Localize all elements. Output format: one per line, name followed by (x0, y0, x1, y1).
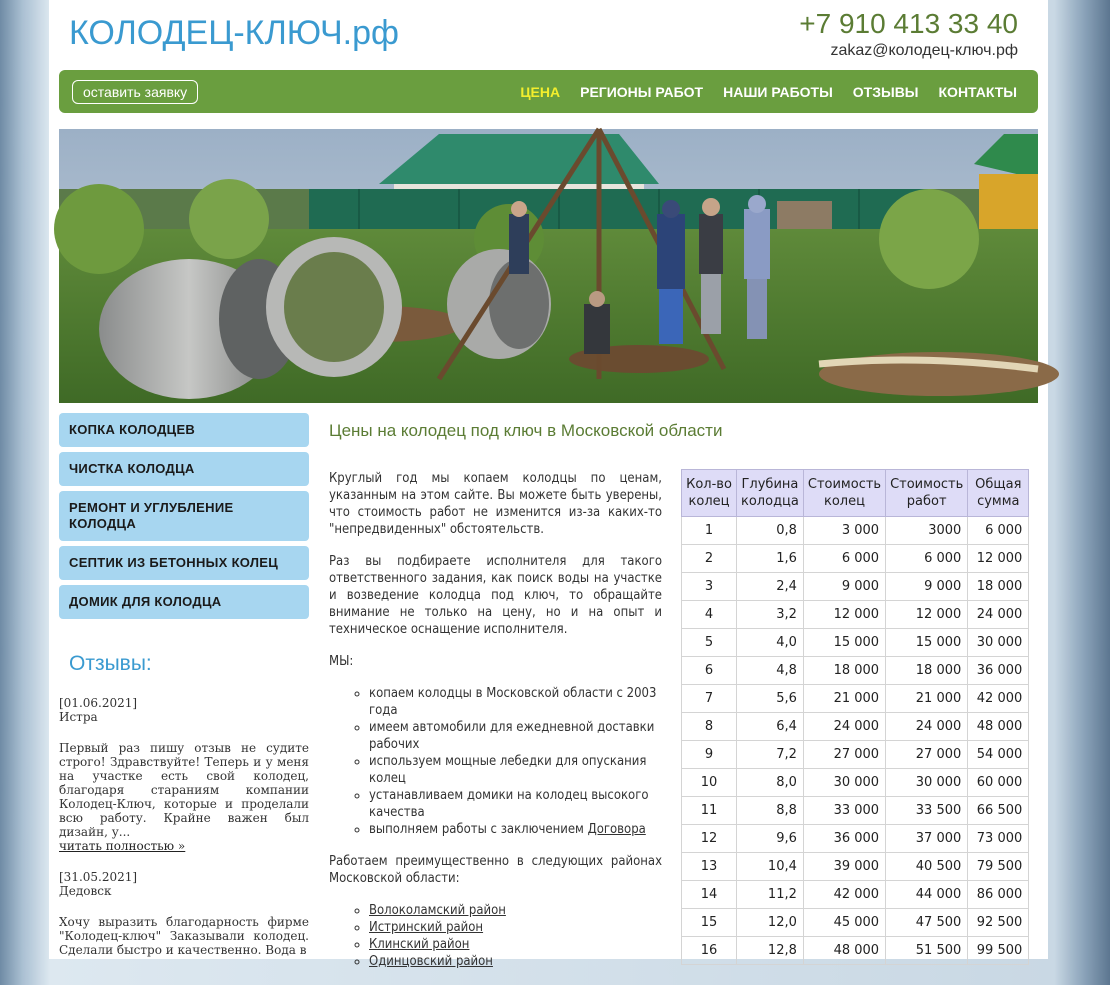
sidebar-item-septic[interactable]: СЕПТИК ИЗ БЕТОННЫХ КОЛЕЦ (59, 546, 309, 580)
region-link[interactable]: Клинский район (369, 937, 470, 952)
table-cell: 36 000 (968, 657, 1029, 685)
table-cell: 60 000 (968, 769, 1029, 797)
table-cell: 33 500 (886, 797, 968, 825)
table-cell: 1,6 (737, 545, 804, 573)
we-label: МЫ: (329, 654, 354, 669)
table-cell: 11,2 (737, 881, 804, 909)
table-cell: 54 000 (968, 741, 1029, 769)
list-item: ◦ устанавливаем домики на колодец высокого качества (369, 787, 662, 821)
table-cell: 9,6 (737, 825, 804, 853)
list-item: ◦ копаем колодцы в Московской области с 2003 года (369, 685, 662, 719)
table-cell: 45 000 (803, 909, 885, 937)
order-request-button[interactable]: оставить заявку (72, 80, 198, 104)
table-cell: 11 (682, 797, 737, 825)
region-link[interactable]: Одинцовский район (369, 954, 493, 969)
table-cell: 9 000 (886, 573, 968, 601)
table-cell: 12 000 (968, 545, 1029, 573)
table-row (682, 517, 1029, 545)
list-item (369, 821, 662, 838)
region-link[interactable]: Волоколамский район (369, 903, 506, 918)
table-row (682, 881, 1029, 909)
region-item (369, 953, 662, 970)
sidebar-item-well-digging[interactable]: КОПКА КОЛОДЦЕВ (59, 413, 309, 447)
table-cell: 4,8 (737, 657, 804, 685)
table-cell: 4 (682, 601, 737, 629)
table-cell: 12 000 (803, 601, 885, 629)
table-cell: 4,0 (737, 629, 804, 657)
table-cell: 3,2 (737, 601, 804, 629)
table-cell: 8 (682, 713, 737, 741)
table-cell: 66 500 (968, 797, 1029, 825)
table-cell: 14 (682, 881, 737, 909)
table-cell: 15 (682, 909, 737, 937)
review-date: [31.05.2021] (59, 870, 138, 884)
table-cell: 86 000 (968, 881, 1029, 909)
region-item (369, 902, 662, 919)
nav-link-regions[interactable]: РЕГИОНЫ РАБОТ (580, 83, 704, 100)
table-cell: 21 000 (803, 685, 885, 713)
regions-list (329, 902, 662, 970)
page (49, 0, 1048, 969)
main-nav (59, 70, 1038, 113)
table-cell: 7,2 (737, 741, 804, 769)
review-item (59, 870, 309, 957)
table-row (682, 797, 1029, 825)
table-cell: 92 500 (968, 909, 1029, 937)
table-cell: 8,0 (737, 769, 804, 797)
table-cell: 79 500 (968, 853, 1029, 881)
region-link[interactable]: Истринский район (369, 920, 484, 935)
table-cell: 8,8 (737, 797, 804, 825)
table-row (682, 545, 1029, 573)
table-cell: 13 (682, 853, 737, 881)
sidebar-menu (59, 413, 309, 624)
table-cell: 73 000 (968, 825, 1029, 853)
review-item (59, 696, 309, 853)
table-cell: 21 000 (886, 685, 968, 713)
table-cell: 1 (682, 517, 737, 545)
nav-link-our-works[interactable]: НАШИ РАБОТЫ (723, 83, 833, 100)
table-cell: 51 500 (886, 937, 968, 965)
site-logo[interactable]: КОЛОДЕЦ-КЛЮЧ.рф (69, 14, 400, 52)
table-cell: 5 (682, 629, 737, 657)
table-row (682, 937, 1029, 965)
table-cell: 12 (682, 825, 737, 853)
table-cell: 15 000 (803, 629, 885, 657)
table-cell: 16 (682, 937, 737, 965)
sidebar-item-well-cleaning[interactable]: ЧИСТКА КОЛОДЦА (59, 452, 309, 486)
column-header: Глубина колодца (737, 470, 804, 517)
table-cell: 24 000 (968, 601, 1029, 629)
price-table-body (682, 517, 1029, 965)
table-cell: 18 000 (968, 573, 1029, 601)
review-city: Истра (59, 710, 98, 724)
table-cell: 3000 (886, 517, 968, 545)
page-title: Цены на колодец под ключ в Московской области (329, 421, 723, 440)
table-cell: 12,0 (737, 909, 804, 937)
table-cell: 6,4 (737, 713, 804, 741)
table-cell: 30 000 (968, 629, 1029, 657)
table-cell: 3 000 (803, 517, 885, 545)
region-item (369, 919, 662, 936)
table-row (682, 657, 1029, 685)
table-cell: 12 000 (886, 601, 968, 629)
nav-links (520, 70, 1017, 113)
advantages-list (329, 685, 662, 838)
table-cell: 39 000 (803, 853, 885, 881)
table-cell: 27 000 (886, 741, 968, 769)
table-cell: 48 000 (968, 713, 1029, 741)
table-cell: 42 000 (968, 685, 1029, 713)
table-cell: 40 500 (886, 853, 968, 881)
table-cell: 24 000 (886, 713, 968, 741)
table-cell: 12,8 (737, 937, 804, 965)
review-text: Первый раз пишу отзыв не судите строго! Здравствуйте! Теперь и у меня на участке есть свой колодец, благодаря стараниям компании Колодец-Ключ, которые и проделали всю работу. Крайне важен был дизайн, у... (59, 741, 309, 839)
table-row (682, 741, 1029, 769)
table-row (682, 601, 1029, 629)
regions-intro: Работаем преимущественно в следующих районах Московской области: (329, 854, 662, 886)
main-content (329, 470, 662, 985)
table-cell: 36 000 (803, 825, 885, 853)
reviews-heading: Отзывы: (69, 652, 152, 675)
table-cell: 3 (682, 573, 737, 601)
table-cell: 10,4 (737, 853, 804, 881)
table-cell: 42 000 (803, 881, 885, 909)
price-table (681, 469, 1029, 965)
table-cell: 37 000 (886, 825, 968, 853)
table-cell: 6 000 (968, 517, 1029, 545)
column-header: Общая сумма (968, 470, 1029, 517)
review-text: Хочу выразить благодарность фирме "Колодец-ключ" Заказывали колодец. Сделали быстро и качественно. Вода в (59, 915, 309, 957)
table-cell: 0,8 (737, 517, 804, 545)
table-cell: 27 000 (803, 741, 885, 769)
table-cell: 48 000 (803, 937, 885, 965)
table-cell: 33 000 (803, 797, 885, 825)
list-item-text: выполняем работы с заключением (369, 822, 588, 837)
email-address[interactable]: zakaz@колодец-ключ.рф (830, 42, 1018, 59)
hero-illustration (59, 129, 1038, 403)
table-row (682, 573, 1029, 601)
advice-paragraph: Раз вы подбираете исполнителя для такого ответственного задания, как поиск воды на участке и возведение колодца под ключ, то обращайте внимание не только на цену, но и на опыт и техническое оснащение исполнителя. (329, 554, 662, 637)
table-cell: 6 000 (803, 545, 885, 573)
review-city: Дедовск (59, 884, 112, 898)
table-row (682, 825, 1029, 853)
nav-link-contacts[interactable]: КОНТАКТЫ (938, 83, 1017, 100)
review-date: [01.06.2021] (59, 696, 138, 710)
region-item (369, 936, 662, 953)
table-cell: 7 (682, 685, 737, 713)
table-row (682, 629, 1029, 657)
table-cell: 44 000 (886, 881, 968, 909)
table-cell: 30 000 (886, 769, 968, 797)
table-row (682, 713, 1029, 741)
nav-link-reviews[interactable]: ОТЗЫВЫ (852, 83, 919, 100)
table-cell: 9 (682, 741, 737, 769)
table-cell: 15 000 (886, 629, 968, 657)
sidebar-item-well-house[interactable]: ДОМИК ДЛЯ КОЛОДЦА (59, 585, 309, 619)
table-cell: 24 000 (803, 713, 885, 741)
list-item: ◦ используем мощные лебедки для опускания колец (369, 753, 662, 787)
column-header: Кол-во колец (682, 470, 737, 517)
table-cell: 6 000 (886, 545, 968, 573)
review-read-more-link[interactable]: читать полностью » (59, 839, 186, 853)
table-cell: 9 000 (803, 573, 885, 601)
table-cell: 30 000 (803, 769, 885, 797)
sidebar-item-well-repair[interactable]: РЕМОНТ И УГЛУБЛЕНИЕ КОЛОДЦА (59, 491, 309, 541)
column-header: Стоимость работ (886, 470, 968, 517)
contract-link[interactable]: Договора (587, 822, 646, 837)
table-cell: 6 (682, 657, 737, 685)
column-header: Стоимость колец (803, 470, 885, 517)
table-row (682, 685, 1029, 713)
table-row (682, 853, 1029, 881)
table-cell: 18 000 (886, 657, 968, 685)
table-cell: 10 (682, 769, 737, 797)
list-item: ◦ имеем автомобили для ежедневной доставки рабочих (369, 719, 662, 753)
table-row (682, 769, 1029, 797)
table-cell: 2 (682, 545, 737, 573)
nav-link-price[interactable]: ЦЕНА (520, 83, 561, 100)
phone-number: +7 910 413 33 40 (799, 8, 1018, 39)
table-row (682, 909, 1029, 937)
table-cell: 18 000 (803, 657, 885, 685)
table-cell: 99 500 (968, 937, 1029, 965)
table-header-row (682, 470, 1029, 517)
table-cell: 47 500 (886, 909, 968, 937)
hero-photo (59, 129, 1038, 403)
intro-paragraph: Круглый год мы копаем колодцы по ценам, указанным на этом сайте. Вы можете быть уверены, что стоимость работ не изменится из-за каких-то "непредвиденных" обстоятельств. (329, 471, 662, 537)
table-cell: 2,4 (737, 573, 804, 601)
table-cell: 5,6 (737, 685, 804, 713)
